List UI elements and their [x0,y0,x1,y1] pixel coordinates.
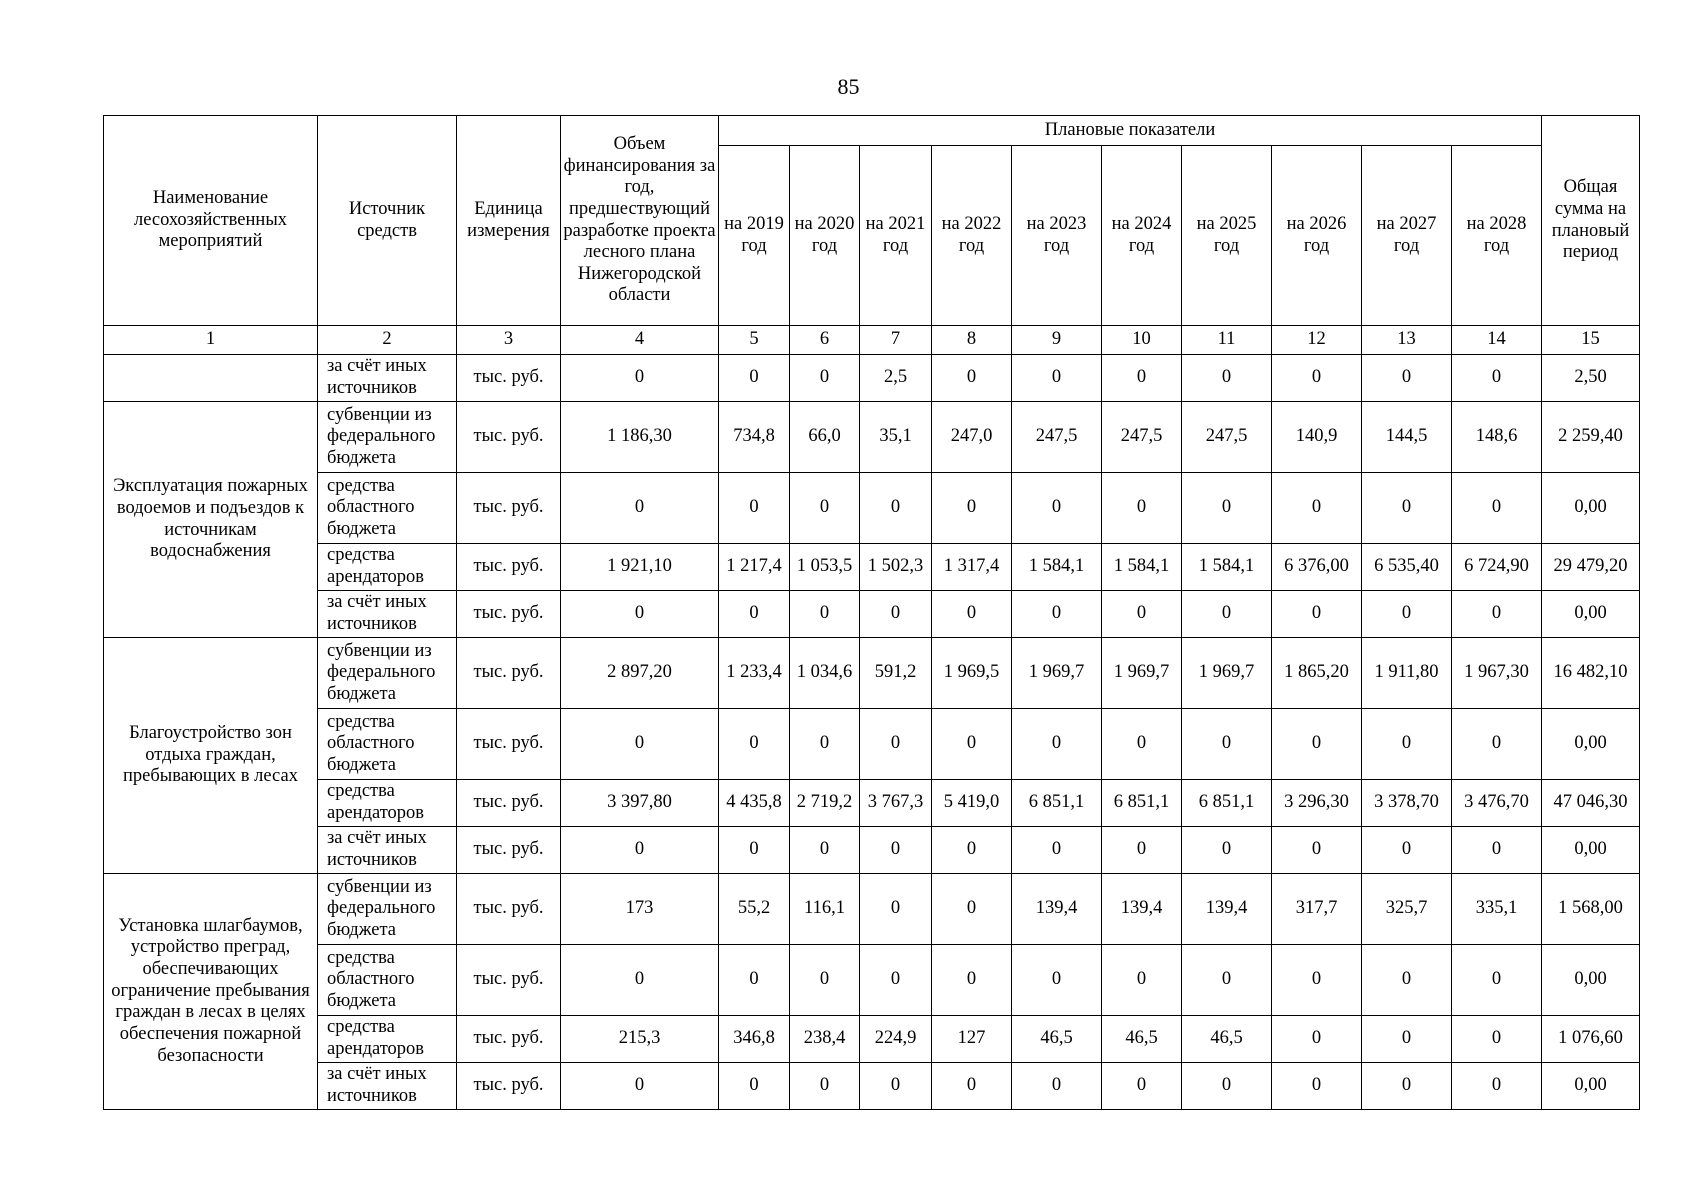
value-cell: 0 [719,827,790,874]
value-cell: 0 [932,473,1012,544]
value-cell: 0 [1012,1063,1102,1110]
table-row [104,473,1640,544]
header-unit: Единица измерения [457,116,561,326]
funding-source: субвенции из федерального бюджета [318,874,457,945]
funding-source: средства арендаторов [318,1016,457,1063]
value-cell: 6 851,1 [1012,780,1102,827]
value-cell: 0 [1272,945,1362,1016]
value-cell: 0 [561,709,719,780]
value-cell: 0 [932,827,1012,874]
unit: тыс. руб. [457,355,561,402]
value-cell: 0 [860,874,932,945]
value-cell: 0 [1182,591,1272,638]
value-cell: 0 [932,591,1012,638]
value-cell: 0 [860,945,932,1016]
value-cell: 0 [1102,945,1182,1016]
value-cell: 6 851,1 [1182,780,1272,827]
value-cell: 0 [1362,1063,1452,1110]
value-cell: 2 259,40 [1542,402,1640,473]
value-cell: 0 [1452,709,1542,780]
value-cell: 47 046,30 [1542,780,1640,827]
value-cell: 6 535,40 [1362,544,1452,591]
value-cell: 4 435,8 [719,780,790,827]
value-cell: 0 [1362,827,1452,874]
table-row [104,709,1640,780]
activity-name: Установка шлагбаумов, устройство преград, обеспечивающих ограничение пребывания граждан в лесах в целях обеспечения пожарной безопасности [104,874,318,1110]
unit: тыс. руб. [457,638,561,709]
value-cell: 0 [932,709,1012,780]
value-cell: 0 [1102,355,1182,402]
column-number: 1 [104,326,318,355]
value-cell: 173 [561,874,719,945]
value-cell: 139,4 [1012,874,1102,945]
table-row [104,1016,1640,1063]
value-cell: 0 [1272,591,1362,638]
unit: тыс. руб. [457,402,561,473]
value-cell: 46,5 [1182,1016,1272,1063]
value-cell: 1 969,7 [1182,638,1272,709]
value-cell: 35,1 [860,402,932,473]
unit: тыс. руб. [457,874,561,945]
value-cell: 0 [1182,945,1272,1016]
value-cell: 1 969,7 [1102,638,1182,709]
table-row [104,945,1640,1016]
value-cell: 0 [1012,473,1102,544]
value-cell: 1 568,00 [1542,874,1640,945]
value-cell: 46,5 [1102,1016,1182,1063]
value-cell: 0 [1182,827,1272,874]
unit: тыс. руб. [457,709,561,780]
value-cell: 1 217,4 [719,544,790,591]
funding-source: средства арендаторов [318,544,457,591]
value-cell: 0 [1362,945,1452,1016]
value-cell: 139,4 [1102,874,1182,945]
activity-name: Благоустройство зон отдыха граждан, пребывающих в лесах [104,638,318,874]
value-cell: 0 [1102,473,1182,544]
value-cell: 0 [790,591,860,638]
funding-source: за счёт иных источников [318,1063,457,1110]
column-number: 7 [860,326,932,355]
value-cell: 0 [1452,945,1542,1016]
value-cell: 1 186,30 [561,402,719,473]
value-cell: 2 897,20 [561,638,719,709]
value-cell: 0 [1362,473,1452,544]
table-row [104,402,1640,473]
value-cell: 1 584,1 [1102,544,1182,591]
value-cell: 0 [790,355,860,402]
table-row [104,1063,1640,1110]
value-cell: 0 [790,827,860,874]
header-year-6: на 2024 год [1102,146,1182,326]
table-row [104,591,1640,638]
value-cell: 6 376,00 [1272,544,1362,591]
value-cell: 140,9 [1272,402,1362,473]
value-cell: 0 [860,827,932,874]
header-base-volume: Объем финансирования за год, предшествующий разработке проекта лесного плана Нижегородской области [561,116,719,326]
value-cell: 0 [1452,1016,1542,1063]
value-cell: 0 [1272,1063,1362,1110]
table-row [104,827,1640,874]
value-cell: 46,5 [1012,1016,1102,1063]
value-cell: 144,5 [1362,402,1452,473]
funding-source: за счёт иных источников [318,591,457,638]
header-plan-group: Плановые показатели [719,116,1542,146]
unit: тыс. руб. [457,1016,561,1063]
value-cell: 317,7 [1272,874,1362,945]
page-number: 85 [837,74,860,99]
value-cell: 6 851,1 [1102,780,1182,827]
value-cell: 1 502,3 [860,544,932,591]
column-number: 3 [457,326,561,355]
value-cell: 247,5 [1102,402,1182,473]
value-cell: 346,8 [719,1016,790,1063]
value-cell: 3 767,3 [860,780,932,827]
value-cell: 0 [790,945,860,1016]
value-cell: 0 [1272,1016,1362,1063]
unit: тыс. руб. [457,544,561,591]
header-year-8: на 2026 год [1272,146,1362,326]
value-cell: 0 [1012,945,1102,1016]
unit: тыс. руб. [457,780,561,827]
header-year-7: на 2025 год [1182,146,1272,326]
value-cell: 0 [561,1063,719,1110]
value-cell: 325,7 [1362,874,1452,945]
value-cell: 0 [719,591,790,638]
value-cell: 215,3 [561,1016,719,1063]
value-cell: 0 [1362,591,1452,638]
value-cell: 0 [1102,1063,1182,1110]
unit: тыс. руб. [457,1063,561,1110]
unit: тыс. руб. [457,591,561,638]
value-cell: 0 [932,945,1012,1016]
value-cell: 1 233,4 [719,638,790,709]
value-cell: 0 [1102,709,1182,780]
value-cell: 1 317,4 [932,544,1012,591]
unit: тыс. руб. [457,827,561,874]
value-cell: 0 [1182,473,1272,544]
value-cell: 0 [860,591,932,638]
column-number: 12 [1272,326,1362,355]
value-cell: 29 479,20 [1542,544,1640,591]
column-number: 14 [1452,326,1542,355]
header-source: Источник средств [318,116,457,326]
header-year-1: на 2019 год [719,146,790,326]
column-number: 11 [1182,326,1272,355]
value-cell: 0 [1102,827,1182,874]
value-cell: 66,0 [790,402,860,473]
value-cell: 0 [1182,709,1272,780]
value-cell: 16 482,10 [1542,638,1640,709]
value-cell: 1 034,6 [790,638,860,709]
value-cell: 0 [1182,355,1272,402]
value-cell: 1 969,7 [1012,638,1102,709]
value-cell: 0 [719,945,790,1016]
value-cell: 0 [932,874,1012,945]
funding-source: субвенции из федерального бюджета [318,638,457,709]
column-number: 4 [561,326,719,355]
value-cell: 0 [860,709,932,780]
value-cell: 247,5 [1182,402,1272,473]
value-cell: 734,8 [719,402,790,473]
value-cell: 1 584,1 [1182,544,1272,591]
value-cell: 0,00 [1542,709,1640,780]
value-cell: 0 [1272,473,1362,544]
funding-source: средства областного бюджета [318,945,457,1016]
value-cell: 0 [1012,709,1102,780]
value-cell: 0,00 [1542,1063,1640,1110]
value-cell: 0 [561,827,719,874]
funding-source: субвенции из федерального бюджета [318,402,457,473]
funding-source: средства арендаторов [318,780,457,827]
value-cell: 0 [561,473,719,544]
value-cell: 0 [1012,827,1102,874]
funding-source: средства областного бюджета [318,709,457,780]
value-cell: 1 076,60 [1542,1016,1640,1063]
header-total: Общая сумма на плановый период [1542,116,1640,326]
funding-source: за счёт иных источников [318,827,457,874]
value-cell: 0 [1362,1016,1452,1063]
value-cell: 3 378,70 [1362,780,1452,827]
value-cell: 0 [860,1063,932,1110]
funding-source: за счёт иных источников [318,355,457,402]
value-cell: 1 911,80 [1362,638,1452,709]
value-cell: 5 419,0 [932,780,1012,827]
column-number: 15 [1542,326,1640,355]
table-row [104,780,1640,827]
column-number: 10 [1102,326,1182,355]
value-cell: 3 476,70 [1452,780,1542,827]
value-cell: 0 [932,355,1012,402]
table-row [104,874,1640,945]
value-cell: 2,50 [1542,355,1640,402]
value-cell: 1 865,20 [1272,638,1362,709]
value-cell: 0,00 [1542,591,1640,638]
table-row [104,544,1640,591]
header-year-2: на 2020 год [790,146,860,326]
activity-name [104,355,318,402]
value-cell: 0 [719,709,790,780]
value-cell: 0 [561,591,719,638]
value-cell: 0 [1452,827,1542,874]
table-row [104,355,1640,402]
header-year-9: на 2027 год [1362,146,1452,326]
value-cell: 0 [561,355,719,402]
value-cell: 0 [790,473,860,544]
value-cell: 148,6 [1452,402,1542,473]
value-cell: 591,2 [860,638,932,709]
header-year-3: на 2021 год [860,146,932,326]
value-cell: 0 [1362,355,1452,402]
column-number: 5 [719,326,790,355]
value-cell: 127 [932,1016,1012,1063]
value-cell: 55,2 [719,874,790,945]
value-cell: 116,1 [790,874,860,945]
value-cell: 6 724,90 [1452,544,1542,591]
value-cell: 0,00 [1542,827,1640,874]
value-cell: 0 [1452,355,1542,402]
value-cell: 0 [790,709,860,780]
column-number: 8 [932,326,1012,355]
value-cell: 0,00 [1542,945,1640,1016]
value-cell: 139,4 [1182,874,1272,945]
unit: тыс. руб. [457,945,561,1016]
value-cell: 0 [1272,355,1362,402]
unit: тыс. руб. [457,473,561,544]
value-cell: 247,5 [1012,402,1102,473]
value-cell: 0 [719,355,790,402]
funding-source: средства областного бюджета [318,473,457,544]
value-cell: 0 [1102,591,1182,638]
value-cell: 0 [719,1063,790,1110]
header-year-10: на 2028 год [1452,146,1542,326]
value-cell: 0 [719,473,790,544]
value-cell: 1 921,10 [561,544,719,591]
value-cell: 0 [1362,709,1452,780]
value-cell: 0 [1012,355,1102,402]
value-cell: 0 [790,1063,860,1110]
header-year-5: на 2023 год [1012,146,1102,326]
value-cell: 1 967,30 [1452,638,1542,709]
value-cell: 0 [1272,827,1362,874]
value-cell: 1 969,5 [932,638,1012,709]
column-number: 6 [790,326,860,355]
activity-name: Эксплуатация пожарных водоемов и подъездов к источникам водоснабжения [104,402,318,638]
value-cell: 0 [1012,591,1102,638]
value-cell: 0 [932,1063,1012,1110]
value-cell: 238,4 [790,1016,860,1063]
value-cell: 0 [1272,709,1362,780]
column-number: 2 [318,326,457,355]
value-cell: 0 [1452,1063,1542,1110]
value-cell: 1 053,5 [790,544,860,591]
value-cell: 0 [561,945,719,1016]
value-cell: 0 [860,473,932,544]
value-cell: 224,9 [860,1016,932,1063]
value-cell: 0,00 [1542,473,1640,544]
value-cell: 247,0 [932,402,1012,473]
value-cell: 0 [1182,1063,1272,1110]
column-number: 9 [1012,326,1102,355]
value-cell: 335,1 [1452,874,1542,945]
value-cell: 3 296,30 [1272,780,1362,827]
header-year-4: на 2022 год [932,146,1012,326]
table-row [104,638,1640,709]
value-cell: 0 [1452,473,1542,544]
value-cell: 0 [1452,591,1542,638]
value-cell: 2 719,2 [790,780,860,827]
forestry-plan-table [103,115,1640,1110]
value-cell: 2,5 [860,355,932,402]
header-activity: Наименование лесохозяйственных мероприятий [104,116,318,326]
column-number: 13 [1362,326,1452,355]
value-cell: 3 397,80 [561,780,719,827]
value-cell: 1 584,1 [1012,544,1102,591]
